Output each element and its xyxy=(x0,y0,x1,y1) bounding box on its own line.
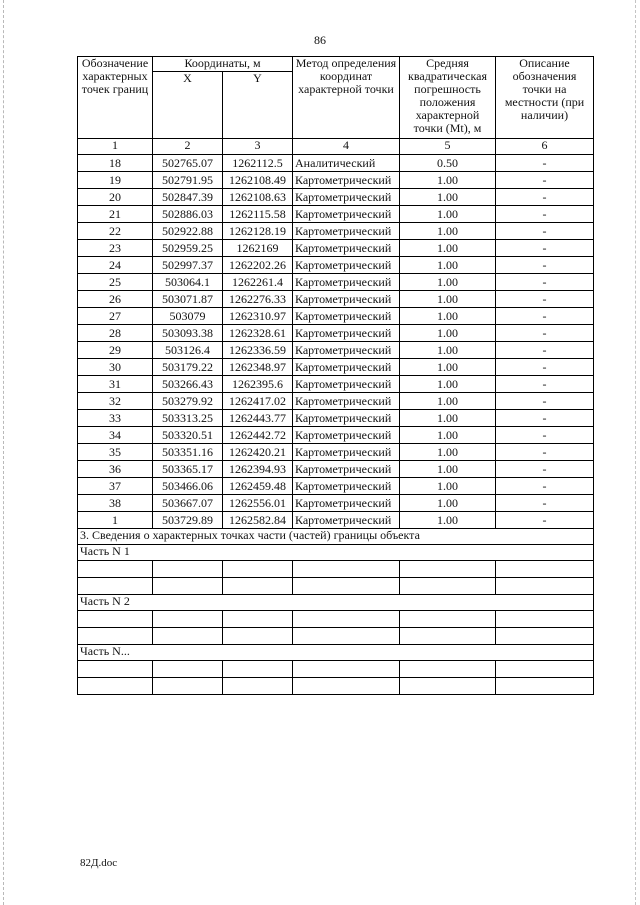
point-cell: 33 xyxy=(78,410,153,427)
method-cell: Картометрический xyxy=(293,223,400,240)
empty-cell xyxy=(496,561,594,578)
point-cell: 28 xyxy=(78,325,153,342)
empty-cell xyxy=(153,561,223,578)
part-label-row xyxy=(78,595,594,611)
table-row xyxy=(78,478,594,495)
column-number: 6 xyxy=(496,139,594,155)
empty-cell xyxy=(496,611,594,628)
table-row xyxy=(78,240,594,257)
description-cell: - xyxy=(496,478,594,495)
empty-cell xyxy=(293,678,400,695)
column-number: 4 xyxy=(293,139,400,155)
point-cell: 32 xyxy=(78,393,153,410)
x-cell: 503667.07 xyxy=(153,495,223,512)
description-cell: - xyxy=(496,461,594,478)
table-row xyxy=(78,257,594,274)
empty-row xyxy=(78,628,594,645)
empty-cell xyxy=(223,611,293,628)
y-cell: 1262582.84 xyxy=(223,512,293,529)
header-x: X xyxy=(153,72,223,139)
error-cell: 1.00 xyxy=(400,342,496,359)
error-cell: 1.00 xyxy=(400,461,496,478)
y-cell: 1262276.33 xyxy=(223,291,293,308)
x-cell: 503071.87 xyxy=(153,291,223,308)
error-cell: 1.00 xyxy=(400,495,496,512)
y-cell: 1262336.59 xyxy=(223,342,293,359)
parts-body xyxy=(78,529,594,695)
description-cell: - xyxy=(496,376,594,393)
points-body xyxy=(78,155,594,529)
point-cell: 38 xyxy=(78,495,153,512)
error-cell: 1.00 xyxy=(400,257,496,274)
y-cell: 1262417.02 xyxy=(223,393,293,410)
table-row xyxy=(78,376,594,393)
error-cell: 1.00 xyxy=(400,427,496,444)
empty-cell xyxy=(293,561,400,578)
point-cell: 19 xyxy=(78,172,153,189)
error-cell: 1.00 xyxy=(400,512,496,529)
empty-cell xyxy=(153,628,223,645)
point-cell: 23 xyxy=(78,240,153,257)
method-cell: Картометрический xyxy=(293,410,400,427)
x-cell: 503079 xyxy=(153,308,223,325)
y-cell: 1262442.72 xyxy=(223,427,293,444)
description-cell: - xyxy=(496,206,594,223)
part-label-row xyxy=(78,645,594,661)
error-cell: 1.00 xyxy=(400,240,496,257)
empty-cell xyxy=(153,661,223,678)
method-cell: Картометрический xyxy=(293,274,400,291)
description-cell: - xyxy=(496,427,594,444)
description-cell: - xyxy=(496,274,594,291)
scan-edge-right xyxy=(635,0,636,905)
method-cell: Картометрический xyxy=(293,495,400,512)
method-cell: Картометрический xyxy=(293,342,400,359)
table-row xyxy=(78,410,594,427)
table-row xyxy=(78,189,594,206)
empty-cell xyxy=(78,578,153,595)
empty-cell xyxy=(153,578,223,595)
column-number: 1 xyxy=(78,139,153,155)
y-cell: 1262128.19 xyxy=(223,223,293,240)
table-row xyxy=(78,308,594,325)
x-cell: 503093.38 xyxy=(153,325,223,342)
description-cell: - xyxy=(496,257,594,274)
x-cell: 503729.89 xyxy=(153,512,223,529)
method-cell: Аналитический xyxy=(293,155,400,172)
empty-cell xyxy=(223,578,293,595)
boundary-points-table xyxy=(77,56,594,695)
scan-edge-left xyxy=(3,0,4,905)
empty-cell xyxy=(293,628,400,645)
point-cell: 1 xyxy=(78,512,153,529)
error-cell: 1.00 xyxy=(400,206,496,223)
method-cell: Картометрический xyxy=(293,206,400,223)
description-cell: - xyxy=(496,308,594,325)
empty-cell xyxy=(223,561,293,578)
empty-cell xyxy=(153,678,223,695)
x-cell: 502997.37 xyxy=(153,257,223,274)
y-cell: 1262108.49 xyxy=(223,172,293,189)
table-row xyxy=(78,444,594,461)
method-cell: Картометрический xyxy=(293,308,400,325)
part-label: Часть N... xyxy=(78,645,594,661)
error-cell: 1.00 xyxy=(400,393,496,410)
empty-row xyxy=(78,561,594,578)
y-cell: 1262395.6 xyxy=(223,376,293,393)
table-row xyxy=(78,461,594,478)
x-cell: 503365.17 xyxy=(153,461,223,478)
empty-cell xyxy=(400,661,496,678)
header-method: Метод определения координат характерной точки xyxy=(293,57,400,139)
x-cell: 503351.16 xyxy=(153,444,223,461)
empty-cell xyxy=(78,628,153,645)
table-row xyxy=(78,512,594,529)
empty-cell xyxy=(223,678,293,695)
empty-cell xyxy=(78,561,153,578)
error-cell: 1.00 xyxy=(400,172,496,189)
description-cell: - xyxy=(496,342,594,359)
description-cell: - xyxy=(496,223,594,240)
empty-cell xyxy=(153,611,223,628)
description-cell: - xyxy=(496,189,594,206)
table-row xyxy=(78,274,594,291)
header-point-designation: Обозначение характерных точек границ xyxy=(78,57,153,139)
method-cell: Картометрический xyxy=(293,359,400,376)
description-cell: - xyxy=(496,155,594,172)
description-cell: - xyxy=(496,172,594,189)
x-cell: 503466.06 xyxy=(153,478,223,495)
method-cell: Картометрический xyxy=(293,512,400,529)
x-cell: 502886.03 xyxy=(153,206,223,223)
x-cell: 502922.88 xyxy=(153,223,223,240)
header-y: Y xyxy=(223,72,293,139)
error-cell: 1.00 xyxy=(400,376,496,393)
point-cell: 30 xyxy=(78,359,153,376)
page-number: 86 xyxy=(314,33,326,47)
empty-cell xyxy=(400,611,496,628)
footer-filename: 82Д.doc xyxy=(80,857,118,869)
x-cell: 503266.43 xyxy=(153,376,223,393)
point-cell: 37 xyxy=(78,478,153,495)
empty-cell xyxy=(78,661,153,678)
error-cell: 1.00 xyxy=(400,189,496,206)
table-row xyxy=(78,393,594,410)
empty-cell xyxy=(400,578,496,595)
y-cell: 1262394.93 xyxy=(223,461,293,478)
method-cell: Картометрический xyxy=(293,461,400,478)
method-cell: Картометрический xyxy=(293,478,400,495)
error-cell: 1.00 xyxy=(400,478,496,495)
point-cell: 29 xyxy=(78,342,153,359)
x-cell: 502765.07 xyxy=(153,155,223,172)
point-cell: 21 xyxy=(78,206,153,223)
table-row xyxy=(78,172,594,189)
error-cell: 0.50 xyxy=(400,155,496,172)
point-cell: 20 xyxy=(78,189,153,206)
empty-cell xyxy=(223,661,293,678)
error-cell: 1.00 xyxy=(400,274,496,291)
method-cell: Картометрический xyxy=(293,189,400,206)
description-cell: - xyxy=(496,444,594,461)
empty-cell xyxy=(293,611,400,628)
part-label: Часть N 2 xyxy=(78,595,594,611)
point-cell: 25 xyxy=(78,274,153,291)
method-cell: Картометрический xyxy=(293,376,400,393)
point-cell: 27 xyxy=(78,308,153,325)
column-number: 3 xyxy=(223,139,293,155)
method-cell: Картометрический xyxy=(293,291,400,308)
description-cell: - xyxy=(496,325,594,342)
table-row xyxy=(78,325,594,342)
method-cell: Картометрический xyxy=(293,240,400,257)
empty-cell xyxy=(496,678,594,695)
x-cell: 503313.25 xyxy=(153,410,223,427)
point-cell: 24 xyxy=(78,257,153,274)
table-row xyxy=(78,427,594,444)
y-cell: 1262115.58 xyxy=(223,206,293,223)
y-cell: 1262348.97 xyxy=(223,359,293,376)
method-cell: Картометрический xyxy=(293,172,400,189)
x-cell: 502791.95 xyxy=(153,172,223,189)
table-row xyxy=(78,155,594,172)
y-cell: 1262261.4 xyxy=(223,274,293,291)
description-cell: - xyxy=(496,240,594,257)
error-cell: 1.00 xyxy=(400,291,496,308)
method-cell: Картометрический xyxy=(293,427,400,444)
y-cell: 1262108.63 xyxy=(223,189,293,206)
y-cell: 1262556.01 xyxy=(223,495,293,512)
x-cell: 503126.4 xyxy=(153,342,223,359)
empty-cell xyxy=(496,661,594,678)
point-cell: 22 xyxy=(78,223,153,240)
description-cell: - xyxy=(496,410,594,427)
x-cell: 502959.25 xyxy=(153,240,223,257)
empty-cell xyxy=(496,628,594,645)
table-row xyxy=(78,359,594,376)
empty-cell xyxy=(400,561,496,578)
table-row xyxy=(78,291,594,308)
empty-row xyxy=(78,661,594,678)
section-row xyxy=(78,529,594,545)
y-cell: 1262112.5 xyxy=(223,155,293,172)
y-cell: 1262443.77 xyxy=(223,410,293,427)
error-cell: 1.00 xyxy=(400,359,496,376)
empty-cell xyxy=(293,578,400,595)
y-cell: 1262202.26 xyxy=(223,257,293,274)
table-row xyxy=(78,495,594,512)
header-coordinates: Координаты, м xyxy=(153,57,293,72)
x-cell: 502847.39 xyxy=(153,189,223,206)
method-cell: Картометрический xyxy=(293,325,400,342)
empty-cell xyxy=(400,678,496,695)
description-cell: - xyxy=(496,359,594,376)
x-cell: 503179.22 xyxy=(153,359,223,376)
column-number: 5 xyxy=(400,139,496,155)
description-cell: - xyxy=(496,291,594,308)
header-mean-error: Средняя квадратическая погрешность положения характерной точки (Mt), м xyxy=(400,57,496,139)
description-cell: - xyxy=(496,393,594,410)
empty-cell xyxy=(496,578,594,595)
method-cell: Картометрический xyxy=(293,257,400,274)
table-row xyxy=(78,206,594,223)
empty-cell xyxy=(78,678,153,695)
point-cell: 18 xyxy=(78,155,153,172)
error-cell: 1.00 xyxy=(400,410,496,427)
empty-cell xyxy=(223,628,293,645)
part-label: Часть N 1 xyxy=(78,545,594,561)
y-cell: 1262169 xyxy=(223,240,293,257)
x-cell: 503064.1 xyxy=(153,274,223,291)
error-cell: 1.00 xyxy=(400,325,496,342)
x-cell: 503320.51 xyxy=(153,427,223,444)
y-cell: 1262310.97 xyxy=(223,308,293,325)
y-cell: 1262420.21 xyxy=(223,444,293,461)
error-cell: 1.00 xyxy=(400,444,496,461)
empty-row xyxy=(78,678,594,695)
empty-row xyxy=(78,578,594,595)
point-cell: 31 xyxy=(78,376,153,393)
empty-cell xyxy=(293,661,400,678)
point-cell: 36 xyxy=(78,461,153,478)
y-cell: 1262459.48 xyxy=(223,478,293,495)
error-cell: 1.00 xyxy=(400,308,496,325)
description-cell: - xyxy=(496,495,594,512)
point-cell: 34 xyxy=(78,427,153,444)
point-cell: 35 xyxy=(78,444,153,461)
method-cell: Картометрический xyxy=(293,444,400,461)
error-cell: 1.00 xyxy=(400,223,496,240)
table-row xyxy=(78,342,594,359)
header-description: Описание обозначения точки на местности (при наличии) xyxy=(496,57,594,139)
point-cell: 26 xyxy=(78,291,153,308)
y-cell: 1262328.61 xyxy=(223,325,293,342)
empty-row xyxy=(78,611,594,628)
description-cell: - xyxy=(496,512,594,529)
empty-cell xyxy=(400,628,496,645)
section-title: 3. Сведения о характерных точках части (частей) границы объекта xyxy=(78,529,594,545)
column-number-row xyxy=(78,139,594,155)
method-cell: Картометрический xyxy=(293,393,400,410)
x-cell: 503279.92 xyxy=(153,393,223,410)
table-row xyxy=(78,223,594,240)
column-number: 2 xyxy=(153,139,223,155)
empty-cell xyxy=(78,611,153,628)
part-label-row xyxy=(78,545,594,561)
